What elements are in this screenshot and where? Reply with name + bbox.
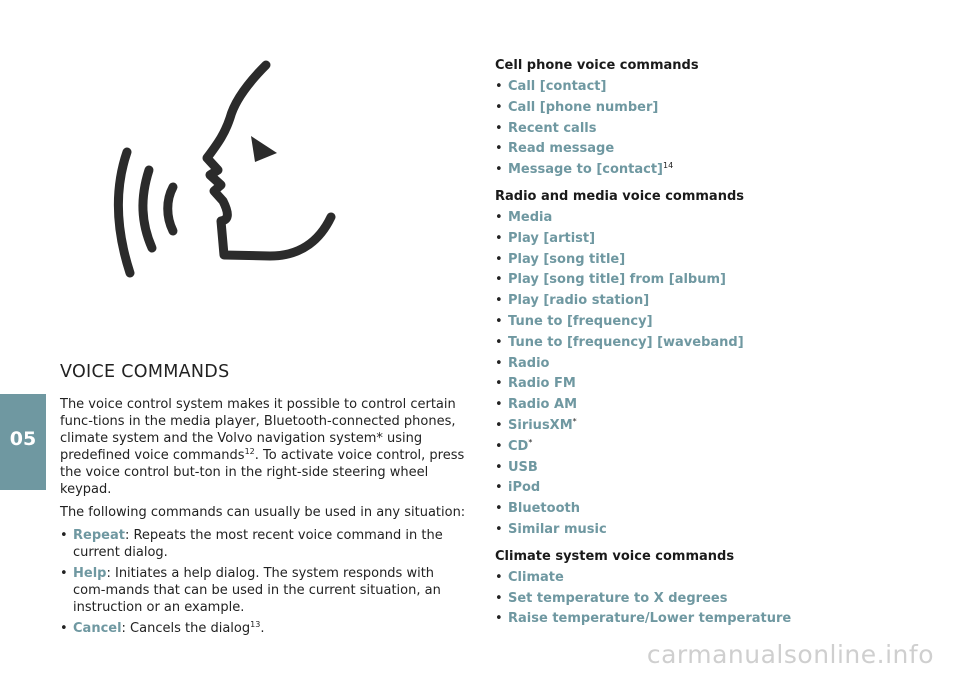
footnote-ref: 12	[244, 447, 255, 456]
command-label: Play [song title] from [album]	[508, 272, 726, 288]
command-label: Tune to [frequency]	[508, 313, 653, 329]
command-label: Similar music	[508, 521, 607, 537]
phone-commands-heading: Cell phone voice commands	[495, 58, 699, 73]
section-title: VOICE COMMANDS	[60, 362, 230, 382]
command-label: Cancel	[73, 621, 122, 636]
list-item	[495, 480, 915, 497]
command-label: Call [phone number]	[508, 99, 659, 115]
command-label: Climate	[508, 569, 564, 585]
general-commands-list	[60, 527, 468, 637]
list-item	[495, 397, 915, 414]
list-item	[495, 162, 915, 179]
command-label: Tune to [frequency] [waveband]	[508, 334, 744, 350]
command-label: Play [radio station]	[508, 293, 650, 309]
command-lists	[495, 58, 915, 638]
command-label: USB	[508, 459, 538, 475]
climate-commands-heading: Climate system voice commands	[495, 548, 735, 564]
footnote-ref: 13	[250, 620, 261, 629]
command-label: SiriusXM	[508, 417, 573, 433]
list-item: • Repeat: Repeats the most recent voice command in the current dialog.	[60, 527, 468, 561]
command-label: Play [artist]	[508, 230, 596, 246]
command-label: Call [contact]	[508, 79, 607, 94]
list-item	[495, 335, 915, 352]
footnote-ref: 14	[663, 161, 674, 171]
command-label: CD	[508, 438, 529, 454]
list-item	[495, 252, 915, 269]
command-label: Help	[73, 566, 107, 581]
list-item	[495, 501, 915, 518]
voice-commands-section	[60, 362, 468, 641]
footnote-ref: *	[528, 437, 533, 447]
list-item: • Cancel: Cancels the dialog$^{13}$.	[60, 620, 468, 637]
command-label: Message to [contact]	[508, 162, 664, 178]
list-item	[495, 293, 915, 310]
list-item	[495, 231, 915, 248]
list-item	[495, 121, 915, 138]
phone-commands-list	[495, 79, 915, 179]
list-item	[495, 439, 915, 456]
list-item	[495, 79, 915, 96]
command-label: Radio FM	[508, 376, 576, 392]
watermark: carmanualsonline.info	[646, 640, 934, 669]
list-item	[495, 570, 915, 587]
media-commands-heading: Radio and media voice commands	[495, 188, 744, 204]
voice-control-icon	[100, 58, 350, 283]
command-label: Raise temperature/Lower temperature	[508, 611, 792, 627]
media-commands-list	[495, 210, 915, 539]
list-item: • Help: Initiates a help dialog. The system responds with com-mands that can be used in the current situation, an instruction or an example.	[60, 565, 468, 616]
command-label: Read message	[508, 141, 615, 157]
command-label: Repeat	[73, 528, 125, 543]
list-item	[495, 100, 915, 117]
footnote-ref: *	[572, 416, 577, 426]
general-commands-intro: The following commands can usually be used in any situation:	[60, 505, 466, 520]
list-item	[495, 141, 915, 158]
chapter-number: 05	[9, 428, 37, 450]
list-item	[495, 522, 915, 539]
list-item	[495, 460, 915, 477]
command-label: Bluetooth	[508, 501, 580, 517]
intro-paragraph: The voice control system makes it possible to control certain func-tions in the media player, Bluetooth-connected phones, climate system and the Volvo navigation system* using predefined voice commands$^{12}$. To activate voice control, press the voice control but-ton in the right-side steering wheel keypad.	[60, 397, 465, 497]
list-item	[495, 376, 915, 393]
command-label: Radio	[508, 355, 550, 371]
list-item	[495, 591, 915, 608]
list-item	[495, 356, 915, 373]
list-item	[495, 611, 915, 628]
list-item	[495, 418, 915, 435]
climate-commands-list	[495, 570, 915, 628]
list-item	[495, 314, 915, 331]
list-item	[495, 210, 915, 227]
command-label: Play [song title]	[508, 251, 626, 267]
command-label: Set temperature to X degrees	[508, 590, 728, 606]
list-item	[495, 272, 915, 289]
command-label: Recent calls	[508, 120, 597, 136]
command-label: Media	[508, 209, 553, 225]
command-label: Radio AM	[508, 397, 577, 413]
command-label: iPod	[508, 480, 541, 496]
